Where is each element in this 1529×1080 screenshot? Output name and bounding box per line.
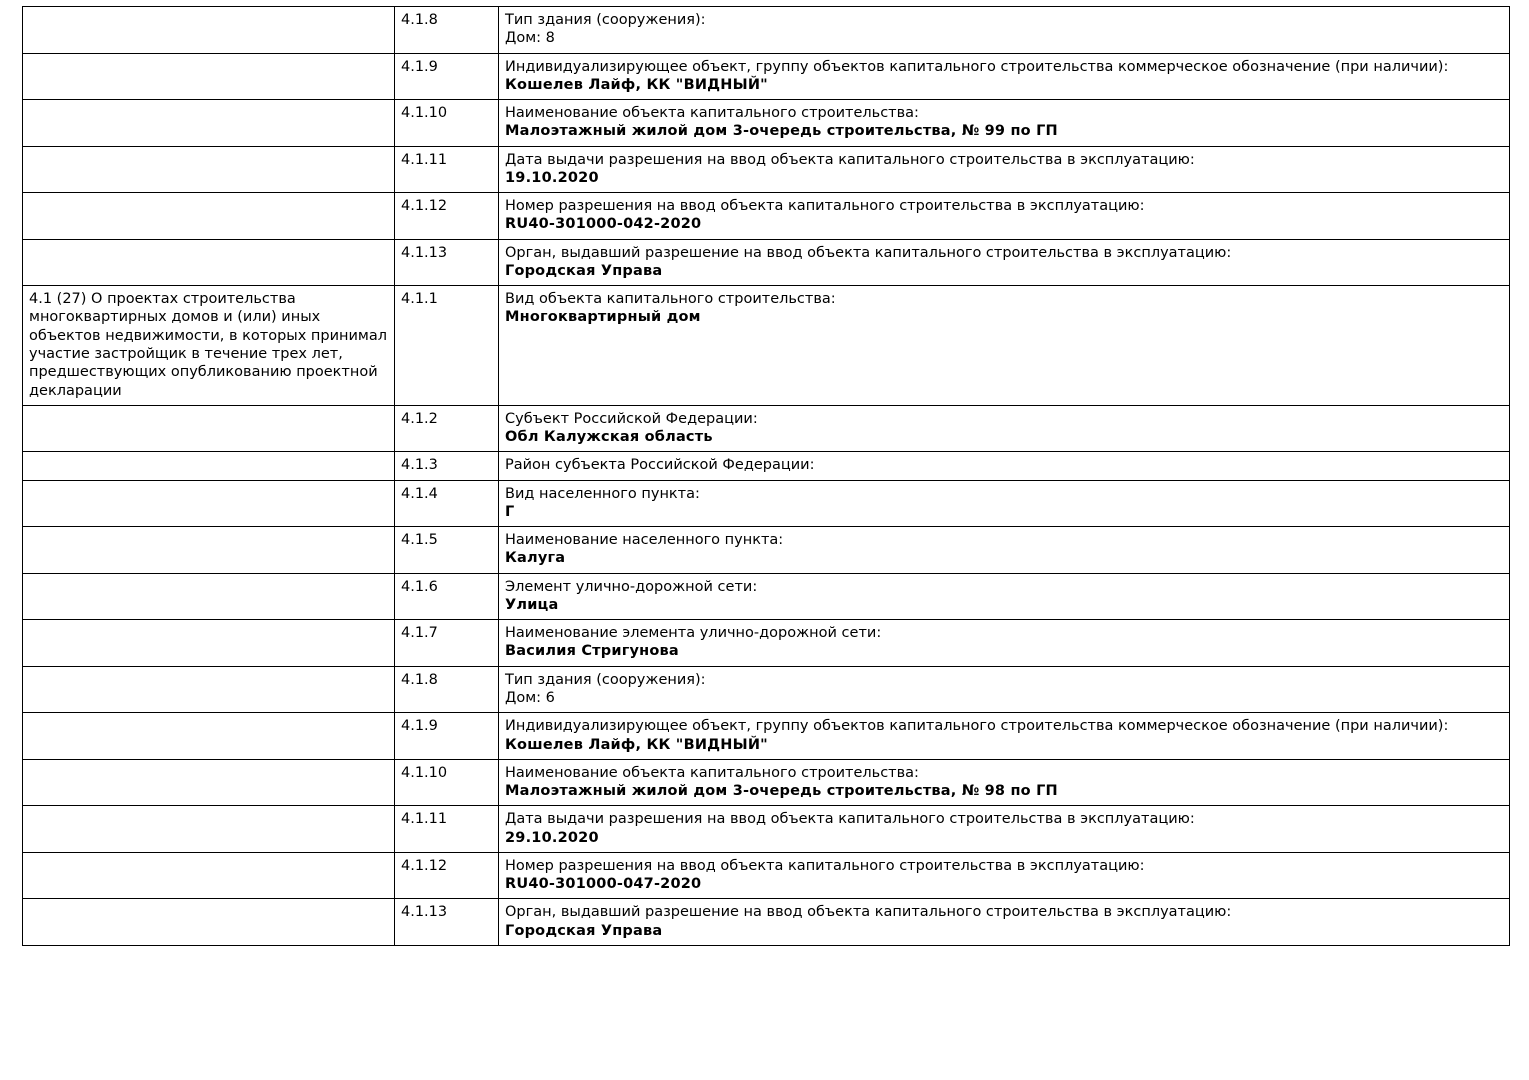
field-value: RU40-301000-042-2020 — [505, 216, 702, 233]
section-spacer-cell — [23, 806, 395, 853]
field-label: Район субъекта Российской Федерации: — [505, 457, 815, 474]
section-spacer-cell — [23, 527, 395, 574]
field-body-cell — [499, 405, 1510, 452]
table-row — [23, 286, 1510, 406]
field-code-cell: 4.1.8 — [395, 7, 499, 54]
field-label: Дата выдачи разрешения на ввод объекта капитального строительства в эксплуатацию: — [505, 811, 1195, 828]
field-code-cell: 4.1.13 — [395, 899, 499, 946]
field-value: Калуга — [505, 550, 566, 567]
field-body-cell — [499, 852, 1510, 899]
table-row — [23, 239, 1510, 286]
field-label: Дата выдачи разрешения на ввод объекта капитального строительства в эксплуатацию: — [505, 151, 1195, 168]
section-title-text: 4.1 (27) О проектах строительства многоквартирных домов и (или) иных объектов недвижимости, в которых принимал участие застройщик в течение трех лет, предшествующих опубликованию проектной декларации — [29, 291, 388, 399]
field-body-cell — [499, 806, 1510, 853]
field-code-cell: 4.1.12 — [395, 193, 499, 240]
field-value: Многоквартирный дом — [505, 309, 701, 326]
field-label: Орган, выдавший разрешение на ввод объекта капитального строительства в эксплуатацию: — [505, 904, 1232, 921]
section-spacer-cell — [23, 480, 395, 527]
table-row — [23, 573, 1510, 620]
field-label: Индивидуализирующее объект, группу объектов капитального строительства коммерческое обозначение (при наличии): — [505, 58, 1449, 75]
field-body-cell — [499, 759, 1510, 806]
field-value: Кошелев Лайф, КК "ВИДНЫЙ" — [505, 76, 768, 93]
section-spacer-cell — [23, 620, 395, 667]
field-value: Кошелев Лайф, КК "ВИДНЫЙ" — [505, 736, 768, 753]
project-declaration-table — [22, 6, 1510, 946]
field-value: Г — [505, 503, 515, 520]
field-value: Дом: 6 — [505, 689, 555, 706]
table-row — [23, 899, 1510, 946]
section-spacer-cell — [23, 53, 395, 100]
field-body-cell — [499, 7, 1510, 54]
field-body-cell — [499, 239, 1510, 286]
field-value: Малоэтажный жилой дом 3-очередь строительства, № 99 по ГП — [505, 123, 1058, 140]
section-spacer-cell — [23, 405, 395, 452]
field-code-cell: 4.1.10 — [395, 759, 499, 806]
field-label: Субъект Российской Федерации: — [505, 410, 758, 427]
section-spacer-cell — [23, 759, 395, 806]
field-value: RU40-301000-047-2020 — [505, 876, 702, 893]
field-value: 29.10.2020 — [505, 829, 599, 846]
table-row — [23, 405, 1510, 452]
field-label: Номер разрешения на ввод объекта капитального строительства в эксплуатацию: — [505, 198, 1145, 215]
table-row — [23, 759, 1510, 806]
field-code-cell: 4.1.9 — [395, 713, 499, 760]
field-body-cell — [499, 527, 1510, 574]
section-spacer-cell — [23, 852, 395, 899]
field-value: Улица — [505, 596, 559, 613]
table-row — [23, 100, 1510, 147]
field-code-cell: 4.1.10 — [395, 100, 499, 147]
table-row — [23, 53, 1510, 100]
field-body-cell — [499, 286, 1510, 406]
field-body-cell — [499, 573, 1510, 620]
table-row — [23, 7, 1510, 54]
field-body-cell — [499, 480, 1510, 527]
field-label: Наименование населенного пункта: — [505, 532, 784, 549]
table-row — [23, 852, 1510, 899]
section-spacer-cell — [23, 193, 395, 240]
field-code-cell: 4.1.13 — [395, 239, 499, 286]
field-label: Орган, выдавший разрешение на ввод объекта капитального строительства в эксплуатацию: — [505, 244, 1232, 261]
table-row — [23, 666, 1510, 713]
field-value: 19.10.2020 — [505, 169, 599, 186]
field-value: Дом: 8 — [505, 30, 555, 47]
table-row — [23, 193, 1510, 240]
table-row — [23, 806, 1510, 853]
field-code-cell: 4.1.7 — [395, 620, 499, 667]
field-body-cell — [499, 899, 1510, 946]
field-code-cell: 4.1.11 — [395, 806, 499, 853]
field-code-cell: 4.1.6 — [395, 573, 499, 620]
field-label: Номер разрешения на ввод объекта капитального строительства в эксплуатацию: — [505, 857, 1145, 874]
field-body-cell — [499, 193, 1510, 240]
field-label: Наименование элемента улично-дорожной сети: — [505, 625, 882, 642]
field-value: Городская Управа — [505, 262, 663, 279]
field-body-cell — [499, 452, 1510, 480]
section-spacer-cell — [23, 146, 395, 193]
field-code-cell: 4.1.3 — [395, 452, 499, 480]
table-row — [23, 713, 1510, 760]
section-spacer-cell — [23, 239, 395, 286]
field-code-cell: 4.1.9 — [395, 53, 499, 100]
section-spacer-cell — [23, 7, 395, 54]
field-code-cell: 4.1.1 — [395, 286, 499, 406]
field-label: Тип здания (сооружения): — [505, 671, 706, 688]
field-label: Элемент улично-дорожной сети: — [505, 578, 758, 595]
field-label: Тип здания (сооружения): — [505, 12, 706, 28]
field-value: Обл Калужская область — [505, 429, 713, 446]
field-label: Вид населенного пункта: — [505, 485, 700, 502]
table-row — [23, 146, 1510, 193]
section-spacer-cell — [23, 899, 395, 946]
field-body-cell — [499, 53, 1510, 100]
field-label: Наименование объекта капитального строительства: — [505, 105, 919, 122]
table-row — [23, 480, 1510, 527]
field-code-cell: 4.1.5 — [395, 527, 499, 574]
field-code-cell: 4.1.12 — [395, 852, 499, 899]
field-value: Городская Управа — [505, 922, 663, 939]
field-label: Вид объекта капитального строительства: — [505, 291, 836, 308]
section-spacer-cell — [23, 713, 395, 760]
field-label: Наименование объекта капитального строительства: — [505, 764, 919, 781]
section-title-cell — [23, 286, 395, 406]
section-spacer-cell — [23, 666, 395, 713]
field-code-cell: 4.1.2 — [395, 405, 499, 452]
table-row — [23, 527, 1510, 574]
field-code-cell: 4.1.4 — [395, 480, 499, 527]
field-code-cell: 4.1.8 — [395, 666, 499, 713]
section-spacer-cell — [23, 573, 395, 620]
table-row — [23, 452, 1510, 480]
section-spacer-cell — [23, 100, 395, 147]
field-body-cell — [499, 713, 1510, 760]
table-row — [23, 620, 1510, 667]
section-spacer-cell — [23, 452, 395, 480]
field-body-cell — [499, 146, 1510, 193]
field-code-cell: 4.1.11 — [395, 146, 499, 193]
field-label: Индивидуализирующее объект, группу объектов капитального строительства коммерческое обозначение (при наличии): — [505, 718, 1449, 735]
field-body-cell — [499, 620, 1510, 667]
field-value: Малоэтажный жилой дом 3-очередь строительства, № 98 по ГП — [505, 783, 1058, 800]
field-body-cell — [499, 100, 1510, 147]
field-body-cell — [499, 666, 1510, 713]
field-value: Василия Стригунова — [505, 643, 679, 660]
